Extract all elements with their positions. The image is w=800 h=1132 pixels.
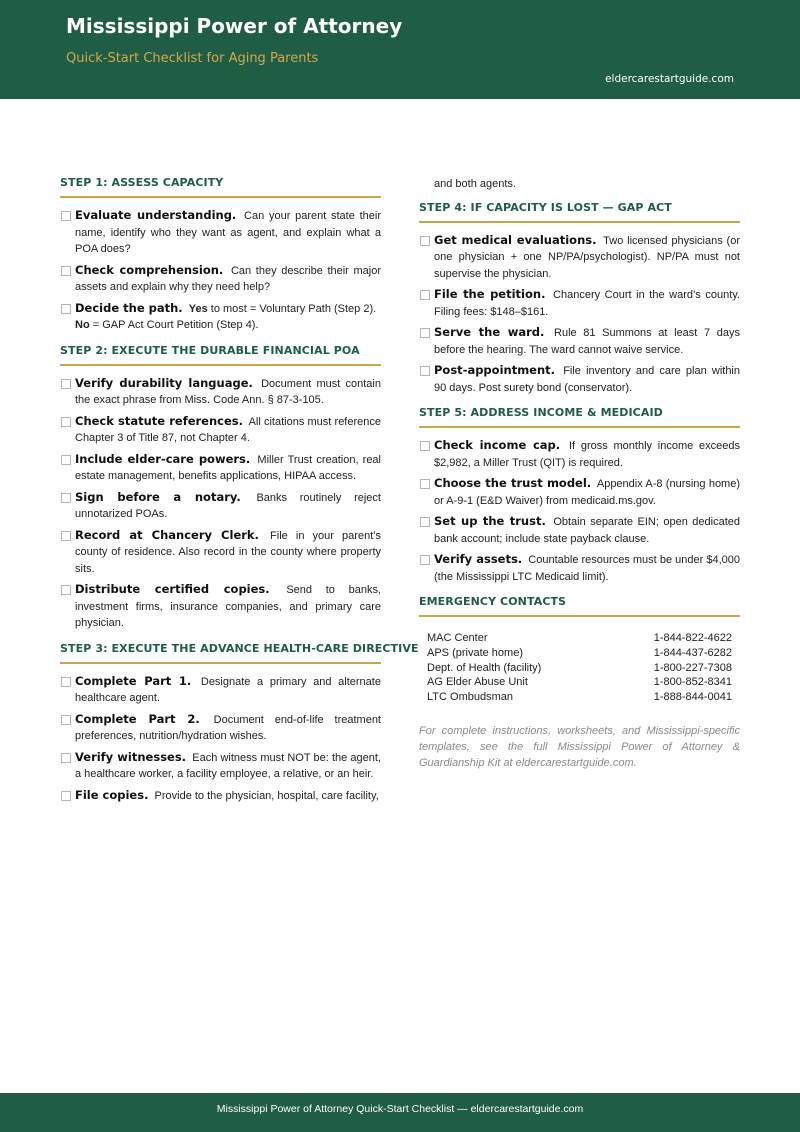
checkbox-icon[interactable] (420, 290, 430, 300)
contact-row (427, 690, 732, 705)
checklist-item[interactable] (60, 749, 381, 783)
checklist-item[interactable] (60, 451, 381, 485)
item-lead: Serve the ward. (434, 325, 545, 339)
checkbox-icon[interactable] (420, 366, 430, 376)
item-lead: Check statute references. (75, 413, 243, 428)
item-lead: Choose the trust model. (434, 476, 592, 490)
contact-phone[interactable]: 1-888-844-0041 (653, 691, 732, 704)
checklist-item[interactable] (60, 673, 381, 707)
item-text: If gross monthly income exceeds $2,982, a Miller Trust (QIT) is required. (434, 440, 740, 469)
item-text: Banks routinely reject unnotarized POAs. (75, 491, 381, 520)
item-lead: Verify witnesses. (75, 749, 187, 764)
item-lead: Decide the path. (75, 300, 183, 315)
item-lead: File the petition. (434, 287, 546, 301)
page-footer: Mississippi Power of Attorney Quick-Start Checklist — eldercarestartguide.com (0, 1093, 800, 1132)
checklist-item[interactable] (60, 413, 381, 447)
item-lead: Check income cap. (434, 438, 561, 452)
item-lead: File copies. (75, 787, 149, 802)
checkbox-icon[interactable] (420, 236, 430, 246)
step1-heading: STEP 1: ASSESS CAPACITY (60, 176, 381, 198)
item-text: Miller Trust creation, real estate management, benefits applications, HIPAA access. (75, 453, 381, 482)
item-lead: Set up the trust. (434, 514, 546, 528)
right-column (419, 176, 740, 771)
checkbox-icon[interactable] (61, 585, 71, 595)
contact-phone[interactable]: 1-800-852-8341 (653, 676, 732, 689)
item-text: File in your parent’s county of residence. Also record in the county where property sits. (75, 529, 381, 575)
page-header (0, 0, 800, 99)
contact-phone[interactable]: 1-844-437-6282 (653, 646, 732, 659)
item-lead: Verify durability language. (75, 375, 253, 390)
step3-heading: STEP 3: EXECUTE THE ADVANCE HEALTH-CARE DIRECTIVE (60, 642, 381, 664)
item-lead: Complete Part 2. (75, 711, 200, 726)
item-text: Appendix A-8 (nursing home) or A-9-1 (E&D Waiver) from medicaid.ms.gov. (434, 478, 741, 507)
item-text: Provide to the physician, hospital, care facility, (154, 789, 379, 802)
item-text: to most = Voluntary Path (Step 2). (210, 302, 377, 315)
checklist-item[interactable] (419, 324, 740, 358)
checklist-item[interactable] (419, 475, 740, 509)
contact-phone[interactable]: 1-844-822-4622 (653, 632, 732, 644)
item-text: Obtain separate EIN; open dedicated bank account; include state payback clause. (434, 516, 741, 545)
item-text: Document end-of-life treatment preferences, nutrition/hydration wishes. (75, 713, 381, 742)
item-text: All citations must reference Chapter 3 of Title 87, not Chapter 4. (75, 415, 381, 444)
item-no: No (75, 319, 90, 331)
checklist-item[interactable] (419, 551, 740, 585)
checklist-item[interactable] (419, 232, 740, 283)
checklist-item[interactable] (60, 262, 381, 296)
item-yes: Yes (188, 302, 208, 315)
contact-name: Dept. of Health (facility) (427, 661, 542, 674)
checklist-item[interactable] (60, 527, 381, 578)
checklist-item[interactable] (419, 437, 740, 471)
item-lead: Evaluate understanding. (75, 208, 237, 222)
item-text: Each witness must NOT be: the agent, a healthcare worker, a facility employee, a relative, or an heir. (75, 751, 381, 780)
checklist-item[interactable] (60, 300, 381, 334)
contact-row (427, 675, 732, 690)
checkbox-icon[interactable] (420, 328, 430, 338)
checkbox-icon[interactable] (61, 304, 71, 314)
item-text: Designate a primary and alternate healthcare agent. (75, 675, 381, 704)
item-text: Can they describe their major assets and explain why they need help? (75, 264, 381, 293)
contact-name: APS (private home) (427, 646, 523, 659)
step3-continuation: and both agents. (434, 178, 516, 190)
item-text: Two licensed physicians (or one physician + one NP/PA/psychologist). NP/PA must not supervise the physician. (434, 234, 741, 280)
checkbox-icon[interactable] (61, 493, 71, 503)
item-lead: Verify assets. (434, 552, 523, 566)
item-lead: Get medical evaluations. (434, 232, 597, 247)
contact-name: MAC Center (427, 632, 488, 644)
step5-heading: STEP 5: ADDRESS INCOME & MEDICAID (419, 406, 740, 428)
item-text: Countable resources must be under $4,000 (the Mississippi LTC Medicaid limit). (434, 554, 741, 583)
step2-heading: STEP 2: EXECUTE THE DURABLE FINANCIAL POA (60, 344, 381, 366)
contact-phone[interactable]: 1-800-227-7308 (653, 661, 732, 674)
checklist-item[interactable] (419, 362, 740, 396)
item-text: File inventory and care plan within 90 days. Post surety bond (conservator). (434, 365, 740, 394)
checkbox-icon[interactable] (61, 715, 71, 725)
checkbox-icon[interactable] (61, 531, 71, 541)
item-lead: Sign before a notary. (75, 489, 241, 504)
page-title: Mississippi Power of Attorney (66, 14, 403, 38)
checkbox-icon[interactable] (420, 555, 430, 565)
checklist-item[interactable] (419, 286, 740, 320)
contact-row (427, 646, 732, 661)
checklist-item[interactable] (60, 375, 381, 409)
kit-note: For complete instructions, worksheets, and Mississippi-specific templates, see the full Mississippi Power of Attorney & Guardianship Kit at eldercarestartguide.com. (419, 724, 740, 769)
item-text: Document must contain the exact phrase from Miss. Code Ann. § 87-3-105. (75, 377, 381, 406)
item-text: Chancery Court in the ward’s county. Filing fees: $148–$161. (434, 289, 740, 318)
item-text: Send to banks, investment firms, insurance companies, and primary care physician. (75, 584, 382, 629)
page-subtitle: Quick-Start Checklist for Aging Parents (66, 51, 319, 66)
checkbox-icon[interactable] (61, 379, 71, 389)
header-site-link[interactable]: eldercarestartguide.com (605, 73, 734, 85)
item-text: Can your parent state their name, identify who they want as agent, and explain what a POA does? (75, 210, 381, 255)
contacts-table (419, 626, 740, 705)
checkbox-icon[interactable] (420, 479, 430, 489)
checkbox-icon[interactable] (61, 266, 71, 276)
contacts-heading: EMERGENCY CONTACTS (419, 595, 740, 617)
item-text: = GAP Act Court Petition (Step 4). (92, 319, 259, 331)
checkbox-icon[interactable] (61, 455, 71, 465)
contact-name: LTC Ombudsman (427, 691, 513, 704)
checkbox-icon[interactable] (61, 211, 71, 221)
contact-row (427, 661, 732, 676)
checklist-item[interactable] (60, 207, 381, 258)
checkbox-icon[interactable] (420, 441, 430, 451)
checklist-item[interactable] (60, 787, 381, 805)
item-lead: Record at Chancery Clerk. (75, 527, 259, 542)
checkbox-icon[interactable] (61, 753, 71, 763)
checklist-item[interactable] (60, 581, 381, 632)
contact-row (427, 631, 732, 646)
checklist-item[interactable] (60, 489, 381, 523)
item-lead: Post-appointment. (434, 363, 556, 377)
checkbox-icon[interactable] (61, 791, 71, 801)
checkbox-icon[interactable] (61, 417, 71, 427)
checklist-item[interactable] (60, 711, 381, 745)
item-lead: Complete Part 1. (75, 673, 192, 688)
item-text: Rule 81 Summons at least 7 days before the hearing. The ward cannot waive service. (434, 327, 740, 356)
checkbox-icon[interactable] (61, 677, 71, 687)
item-lead: Distribute certified copies. (75, 582, 270, 596)
checkbox-icon[interactable] (420, 517, 430, 527)
checklist-item[interactable] (419, 513, 740, 547)
contact-name: AG Elder Abuse Unit (427, 676, 528, 689)
item-lead: Check comprehension. (75, 262, 224, 277)
left-column (60, 176, 419, 808)
item-lead: Include elder-care powers. (75, 451, 251, 466)
step4-heading: STEP 4: IF CAPACITY IS LOST — GAP ACT (419, 201, 740, 223)
